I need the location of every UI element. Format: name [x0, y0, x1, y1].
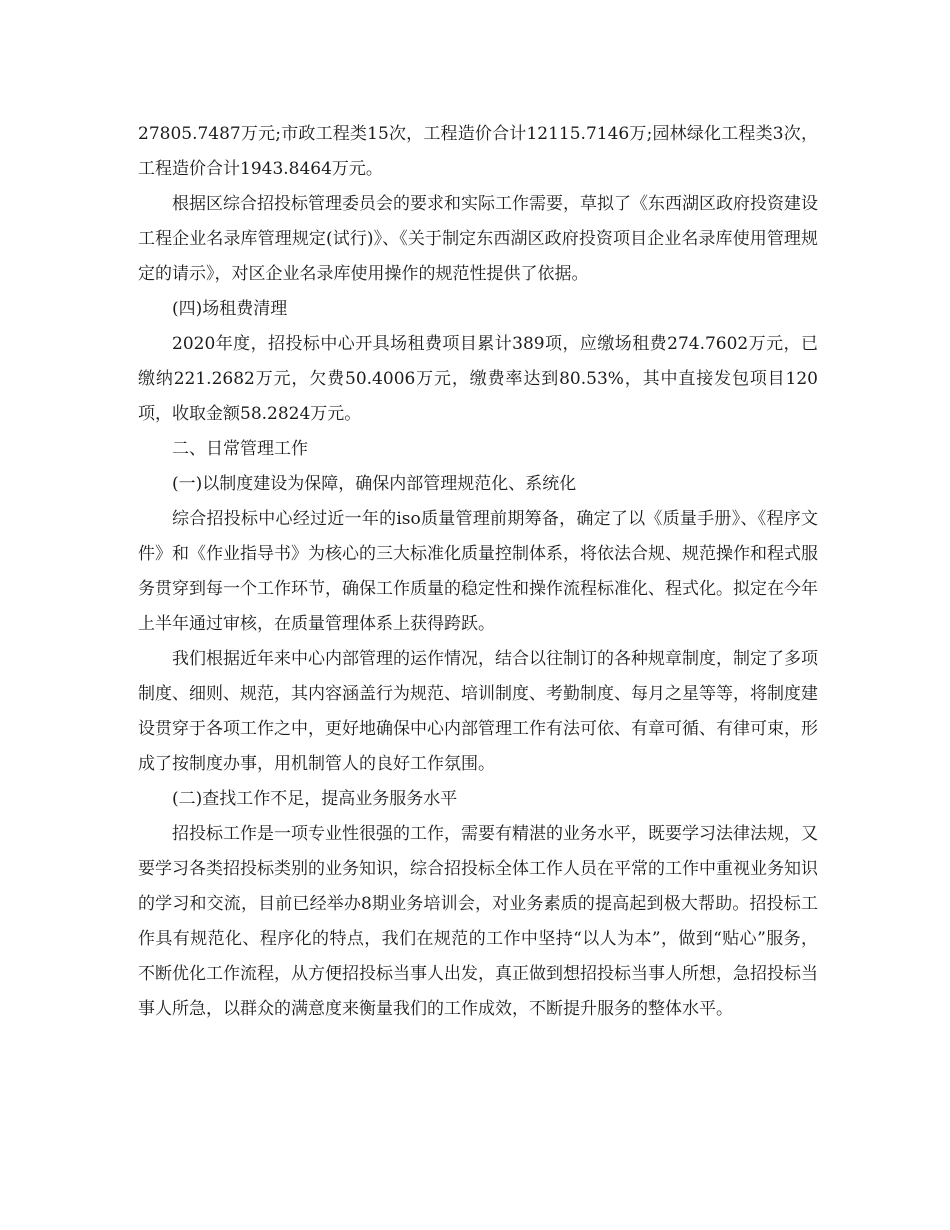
paragraph-internal-rules: 我们根据近年来中心内部管理的运作情况，结合以往制订的各种规章制度，制定了多项制度、细则、规范，其内容涵盖行为规范、培训制度、考勤制度、每月之星等等，将制度建设贯穿于各项工作之中，更好地确保中心内部管理工作有法可依、有章可循、有律可束，形成了按制度办事，用机制管人的良好工作氛围。: [138, 649, 818, 774]
section-heading-venue-fee: (四)场租费清理: [172, 299, 288, 319]
paragraph-iso-quality: 综合招投标中心经过近一年的iso质量管理前期筹备，确定了以《质量手册》、《程序文件》和《作业指导书》为核心的三大标准化质量控制体系，将依法合规、规范操作和程式服务贯穿到每一个工作环节，确保工作质量的稳定性和操作流程标准化、程式化。拟定在今年上半年通过审核，在质量管理体系上获得跨跃。: [138, 509, 818, 634]
document-body: [138, 117, 818, 1027]
section-heading-daily-management: 二、日常管理工作: [172, 439, 308, 459]
paragraph-venue-fee: 2020年度，招投标中心开具场租费项目累计389项，应缴场租费274.7602万元，已缴纳221.2682万元，欠费50.4006万元，缴费率达到80.53%，其中直接发包项目120项，收取金额58.2824万元。: [138, 334, 818, 424]
paragraph-name-registry: 根据区综合招投标管理委员会的要求和实际工作需要，草拟了《东西湖区政府投资建设工程企业名录库管理规定(试行)》、《关于制定东西湖区政府投资项目企业名录库使用管理规定的请示》，对区企业名录库使用操作的规范性提供了依据。: [138, 194, 818, 284]
paragraph-continuation: 27805.7487万元;市政工程类15次，工程造价合计12115.7146万;园林绿化工程类3次，工程造价合计1943.8464万元。: [138, 124, 818, 179]
subsection-heading-service-level: (二)查找工作不足，提高业务服务水平: [172, 789, 458, 809]
subsection-heading-system-building: (一)以制度建设为保障，确保内部管理规范化、系统化: [172, 474, 577, 494]
paragraph-service-improvement: 招投标工作是一项专业性很强的工作，需要有精湛的业务水平，既要学习法律法规，又要学习各类招投标类别的业务知识，综合招投标全体工作人员在平常的工作中重视业务知识的学习和交流，目前已经举办8期业务培训会，对业务素质的提高起到极大帮助。招投标工作具有规范化、程序化的特点，我们在规范的工作中坚持“以人为本”，做到“贴心”服务，不断优化工作流程，从方便招投标当事人出发，真正做到想招投标当事人所想，急招投标当事人所急，以群众的满意度来衡量我们的工作成效，不断提升服务的整体水平。: [138, 824, 818, 1019]
